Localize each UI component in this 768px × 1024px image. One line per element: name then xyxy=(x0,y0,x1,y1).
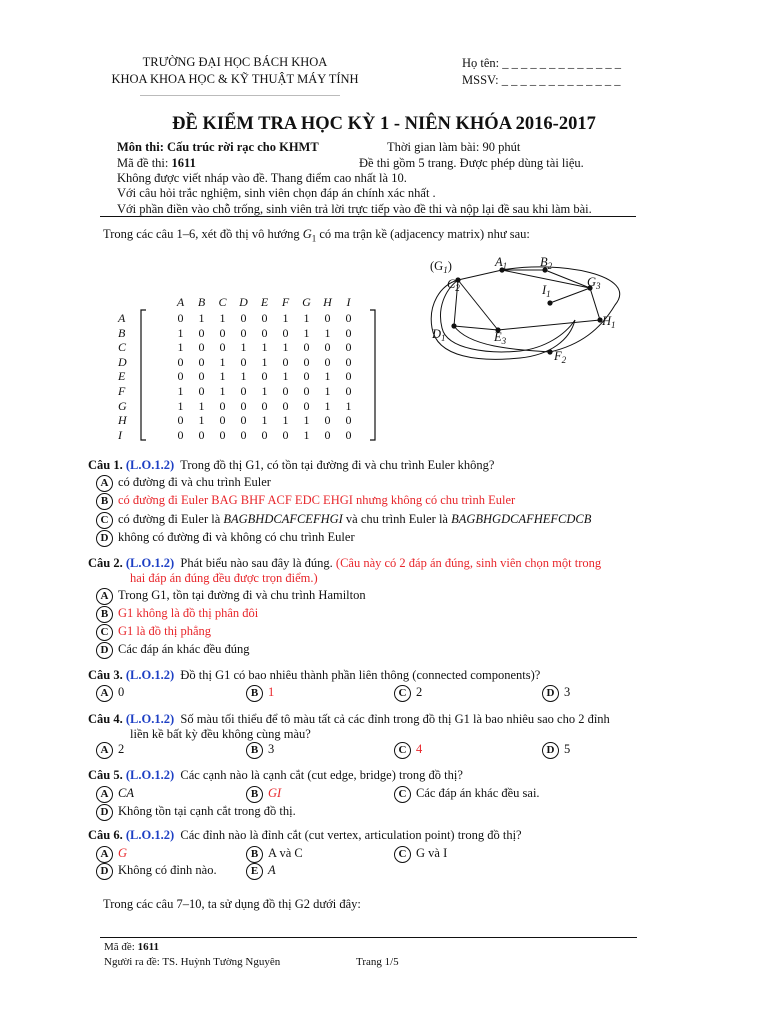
vertex-f xyxy=(547,349,552,354)
vertex-d xyxy=(451,323,456,328)
q2-option-c[interactable]: C G1 là đồ thị phẳng xyxy=(96,622,211,640)
edge-g-h xyxy=(590,288,600,320)
matrix-cell: 1 xyxy=(177,384,184,398)
matrix-cell: 1 xyxy=(324,369,331,384)
matrix-cell: 1 xyxy=(177,325,184,340)
option-circle: C xyxy=(96,512,113,529)
matrix-cell: 1 xyxy=(198,413,205,428)
rule-3: Với phần điền vào chỗ trống, sinh viên trả lời trực tiếp vào đề thi và nộp lại đề sau khi làm bài. xyxy=(117,202,592,216)
matrix-cell: 0 xyxy=(177,413,184,428)
q2-option-d[interactable]: D Các đáp án khác đều đúng xyxy=(96,640,250,658)
rule-2: Với câu hỏi trắc nghiệm, sinh viên chọn đáp án chính xác nhất . xyxy=(117,186,436,200)
q6-option-c[interactable]: C G và I xyxy=(394,844,447,862)
question-5: Câu 5. (L.O.1.2) Các cạnh nào là cạnh cắt (cut edge, bridge) trong đồ thị? xyxy=(88,768,463,782)
matrix-cell: 0 xyxy=(282,384,289,398)
matrix-left-bracket xyxy=(138,309,148,441)
matrix-cell: 1 xyxy=(261,413,268,428)
option-circle: E xyxy=(246,863,263,880)
q3-option-b[interactable]: B 1 xyxy=(246,683,274,701)
matrix-cell: 0 xyxy=(345,354,352,369)
rule-1: Không được viết nháp vào đề. Thang điểm cao nhất là 10. xyxy=(117,171,407,185)
matrix-cell: 1 xyxy=(303,427,310,442)
option-circle: B xyxy=(246,846,263,863)
matrix-cell: 0 xyxy=(240,311,247,325)
matrix-cell: 0 xyxy=(345,325,352,340)
student-id-field: MSSV: _ _ _ _ _ _ _ _ _ _ _ _ _ xyxy=(462,73,621,87)
option-circle: A xyxy=(96,786,113,803)
label-a1: $A_1$ xyxy=(495,255,508,271)
matrix-cell: 1 xyxy=(282,369,289,384)
exam-title: ĐỀ KIỂM TRA HỌC KỲ 1 - NIÊN KHÓA 2016-2017 xyxy=(172,114,596,134)
question-2: Câu 2. (L.O.1.2) Phát biểu nào sau đây là đúng. (Câu này có 2 đáp án đúng, sinh viên chọn một trong xyxy=(88,556,602,570)
matrix-cell: 0 xyxy=(345,413,352,428)
matrix-cell: 0 xyxy=(261,398,268,413)
matrix-row xyxy=(118,355,359,370)
q4-option-b[interactable]: B 3 xyxy=(246,740,274,758)
matrix-cell: 0 xyxy=(198,325,205,340)
option-circle: D xyxy=(542,685,559,702)
matrix-cell: 0 xyxy=(261,325,268,340)
matrix-cell: 0 xyxy=(303,354,310,369)
option-circle: D xyxy=(96,642,113,659)
question-2-note: hai đáp án đúng đều được trọn điểm.) xyxy=(130,571,318,585)
option-circle: A xyxy=(96,588,113,605)
matrix-row xyxy=(118,384,359,399)
question-6: Câu 6. (L.O.1.2) Các đỉnh nào là đỉnh cắt (cut vertex, articulation point) trong đồ thị? xyxy=(88,828,522,842)
label-f2: $F_2$ xyxy=(554,349,567,365)
label-e3: $E_3$ xyxy=(494,330,507,346)
matrix-column-headers: A B C D E F G H I xyxy=(176,295,351,309)
matrix-row-label: D xyxy=(118,354,127,369)
matrix-cell: 0 xyxy=(177,311,184,325)
q1-option-d[interactable]: D không có đường đi và không có chu trình Euler xyxy=(96,528,355,546)
footer-page: Trang 1/5 xyxy=(356,956,399,968)
option-circle: B xyxy=(246,685,263,702)
matrix-cell: 0 xyxy=(219,398,226,413)
matrix-cell: 1 xyxy=(219,384,226,398)
matrix-cell: 0 xyxy=(240,325,247,340)
graph-g1 xyxy=(410,250,630,375)
matrix-cell: 0 xyxy=(198,369,205,384)
faculty-name: KHOA KHOA HỌC & KỸ THUẬT MÁY TÍNH xyxy=(111,72,359,86)
q5-option-c[interactable]: C Các đáp án khác đều sai. xyxy=(394,784,540,802)
q4-option-a[interactable]: A 2 xyxy=(96,740,124,758)
matrix-cell: 0 xyxy=(303,398,310,413)
matrix-cell: 1 xyxy=(324,325,331,340)
q2-option-b[interactable]: B G1 không là đồ thị phân đôi xyxy=(96,604,258,622)
matrix-cell: 0 xyxy=(198,427,205,442)
matrix-cell: 1 xyxy=(177,398,184,413)
matrix-cell: 0 xyxy=(345,427,352,442)
footer-author: Người ra đề: TS. Huỳnh Tường Nguyên xyxy=(104,956,281,968)
matrix-cell: 0 xyxy=(282,398,289,413)
matrix-row-label: H xyxy=(118,413,127,428)
question-3: Câu 3. (L.O.1.2) Đồ thị G1 có bao nhiêu thành phần liên thông (connected components)? xyxy=(88,668,541,682)
matrix-cell: 0 xyxy=(219,325,226,340)
matrix-cell: 1 xyxy=(198,398,205,413)
subject-line: Môn thi: Cấu trúc rời rạc cho KHMT xyxy=(117,140,319,154)
intro-questions-7-10: Trong các câu 7–10, ta sử dụng đồ thị G2 dưới đây: xyxy=(103,897,361,911)
matrix-row-label: F xyxy=(118,384,126,398)
matrix-cell: 1 xyxy=(177,340,184,355)
option-circle: D xyxy=(96,804,113,821)
matrix-cell: 0 xyxy=(177,354,184,369)
option-circle: D xyxy=(542,742,559,759)
option-circle: B xyxy=(96,606,113,623)
q4-option-d[interactable]: D 5 xyxy=(542,740,570,758)
matrix-cell: 0 xyxy=(282,354,289,369)
matrix-cell: 0 xyxy=(261,311,268,325)
option-circle: C xyxy=(394,742,411,759)
matrix-cell: 0 xyxy=(240,413,247,428)
matrix-cell: 1 xyxy=(261,384,268,398)
exam-time: Thời gian làm bài: 90 phút xyxy=(387,140,521,154)
matrix-row-label: C xyxy=(118,340,127,355)
option-circle: A xyxy=(96,846,113,863)
q6-option-e[interactable]: E A xyxy=(246,861,276,879)
option-circle: A xyxy=(96,475,113,492)
matrix-cell: 0 xyxy=(198,354,205,369)
matrix-cell: 1 xyxy=(261,354,268,369)
q5-option-b[interactable]: B GI xyxy=(246,784,281,802)
edge-g-i xyxy=(550,288,590,303)
matrix-row xyxy=(118,369,359,384)
q1-option-b[interactable]: B có đường đi Euler BAG BHF ACF EDC EHGI nhưng không có chu trình Euler xyxy=(96,491,515,509)
q6-option-d[interactable]: D Không có đỉnh nào. xyxy=(96,861,217,879)
edge-h-e xyxy=(498,320,600,330)
q4-option-c[interactable]: C 4 xyxy=(394,740,422,758)
matrix-cell: 0 xyxy=(345,311,352,325)
matrix-cell: 0 xyxy=(177,369,184,384)
matrix-cell: 0 xyxy=(303,384,310,398)
matrix-cell: 1 xyxy=(324,398,331,413)
matrix-cell: 0 xyxy=(324,340,331,355)
info-divider xyxy=(100,216,636,217)
matrix-cell: 1 xyxy=(282,413,289,428)
pages-note: Đề thi gồm 5 trang. Được phép dùng tài liệu. xyxy=(359,156,584,170)
matrix-cell: 0 xyxy=(345,384,352,398)
matrix-cell: 0 xyxy=(324,413,331,428)
option-circle: C xyxy=(96,624,113,641)
label-h1: $H_1$ xyxy=(602,314,616,330)
q3-option-d[interactable]: D 3 xyxy=(542,683,570,701)
q1-option-a[interactable]: A có đường đi và chu trình Euler xyxy=(96,473,271,491)
question-4-cont: liền kề bất kỳ đều không cùng màu? xyxy=(130,727,311,741)
matrix-cell: 0 xyxy=(345,340,352,355)
matrix-cell: 1 xyxy=(219,354,226,369)
matrix-cell: 0 xyxy=(198,340,205,355)
option-circle: C xyxy=(394,685,411,702)
graph-label-g1: $(G_1)$ xyxy=(430,259,452,275)
matrix-row xyxy=(118,399,359,414)
matrix-row-label: I xyxy=(118,427,122,442)
matrix-row xyxy=(118,340,359,355)
option-circle: D xyxy=(96,530,113,547)
matrix-cell: 0 xyxy=(345,369,352,384)
matrix-cell: 1 xyxy=(303,311,310,325)
header-divider xyxy=(140,95,340,96)
matrix-row xyxy=(118,326,359,341)
intro-questions-1-6: Trong các câu 1–6, xét đồ thị vô hướng $G_1$ có ma trận kề (adjacency matrix) như sau: xyxy=(103,227,530,244)
footer-divider xyxy=(100,937,637,938)
edge-curve-right xyxy=(502,267,620,352)
name-field: Họ tên: _ _ _ _ _ _ _ _ _ _ _ _ _ xyxy=(462,56,622,70)
matrix-cell: 1 xyxy=(303,413,310,428)
matrix-cell: 0 xyxy=(198,384,205,398)
q6-option-b[interactable]: B A và C xyxy=(246,844,303,862)
matrix-row xyxy=(118,311,359,326)
label-d1: $D_1$ xyxy=(432,327,446,343)
matrix-cell: 1 xyxy=(219,369,226,384)
q5-option-d[interactable]: D Không tồn tại cạnh cắt trong đồ thị. xyxy=(96,802,296,820)
edge-c-a xyxy=(458,270,502,280)
matrix-row-label: E xyxy=(118,369,126,384)
label-c2: $C_2$ xyxy=(447,277,460,293)
edge-c-e xyxy=(458,280,498,330)
matrix-row-label: A xyxy=(118,311,126,325)
q3-option-c[interactable]: C 2 xyxy=(394,683,422,701)
matrix-cell: 0 xyxy=(324,354,331,369)
vertex-i xyxy=(547,300,552,305)
option-circle: D xyxy=(96,863,113,880)
matrix-cell: 0 xyxy=(303,369,310,384)
label-g3: $G_3$ xyxy=(587,275,601,291)
matrix-cell: 0 xyxy=(240,427,247,442)
label-b2: $B_2$ xyxy=(540,255,553,271)
q5-option-a[interactable]: A CA xyxy=(96,784,134,802)
matrix-cell: 1 xyxy=(282,311,289,325)
option-circle: B xyxy=(246,742,263,759)
exam-code-line: Mã đề thi: 1611 xyxy=(117,156,196,170)
option-circle: C xyxy=(394,846,411,863)
adjacency-matrix xyxy=(118,295,388,445)
label-i1: $I_1$ xyxy=(542,283,551,299)
option-circle: A xyxy=(96,742,113,759)
matrix-cell: 0 xyxy=(324,427,331,442)
matrix-cell: 1 xyxy=(303,325,310,340)
matrix-cell: 0 xyxy=(282,427,289,442)
q1-option-c[interactable]: C có đường đi Euler là BAGBHDCAFCEFHGI và chu trình Euler là BAGBHGDCAFHEFCDCB xyxy=(96,510,591,528)
matrix-cell: 0 xyxy=(240,354,247,369)
option-circle: B xyxy=(96,493,113,510)
matrix-row-label: G xyxy=(118,398,127,413)
option-circle: A xyxy=(96,685,113,702)
matrix-row-label: B xyxy=(118,325,126,340)
matrix-cell: 0 xyxy=(282,325,289,340)
matrix-cell: 0 xyxy=(219,427,226,442)
matrix-cell: 0 xyxy=(303,340,310,355)
edge-b-g xyxy=(545,270,590,288)
q6-option-a[interactable]: A G xyxy=(96,844,127,862)
edge-curve-inner xyxy=(440,280,575,352)
matrix-cell: 1 xyxy=(282,340,289,355)
matrix-cell: 1 xyxy=(261,340,268,355)
matrix-right-bracket xyxy=(368,309,378,441)
q2-option-a[interactable]: A Trong G1, tồn tại đường đi và chu trình Hamilton xyxy=(96,586,366,604)
vertex-c xyxy=(455,277,460,282)
footer-code: Mã đề: 1611 xyxy=(104,941,160,953)
school-name: TRƯỜNG ĐẠI HỌC BÁCH KHOA xyxy=(142,55,328,69)
matrix-cell: 1 xyxy=(240,340,247,355)
option-circle: B xyxy=(246,786,263,803)
matrix-cell: 0 xyxy=(219,340,226,355)
option-circle: C xyxy=(394,786,411,803)
q3-option-a[interactable]: A 0 xyxy=(96,683,124,701)
matrix-cell: 0 xyxy=(261,369,268,384)
question-4: Câu 4. (L.O.1.2) Số màu tối thiểu để tô màu tất cả các đỉnh trong đồ thị G1 là bao nhiêu sao cho 2 đỉnh xyxy=(88,712,610,726)
matrix-cell: 1 xyxy=(240,369,247,384)
matrix-cell: 0 xyxy=(240,398,247,413)
matrix-cell: 0 xyxy=(240,384,247,398)
matrix-row xyxy=(118,413,359,428)
matrix-cell: 0 xyxy=(324,311,331,325)
matrix-cell: 1 xyxy=(324,384,331,398)
question-1: Câu 1. (L.O.1.2) Trong đồ thị G1, có tồn tại đường đi và chu trình Euler không? xyxy=(88,458,495,472)
edge-d-e xyxy=(454,326,498,330)
matrix-cell: 1 xyxy=(219,311,226,325)
matrix-cell: 0 xyxy=(177,427,184,442)
matrix-cell: 1 xyxy=(345,398,352,413)
matrix-row xyxy=(118,428,359,443)
matrix-cell: 0 xyxy=(219,413,226,428)
matrix-cell: 0 xyxy=(261,427,268,442)
matrix-cell: 1 xyxy=(198,311,205,325)
